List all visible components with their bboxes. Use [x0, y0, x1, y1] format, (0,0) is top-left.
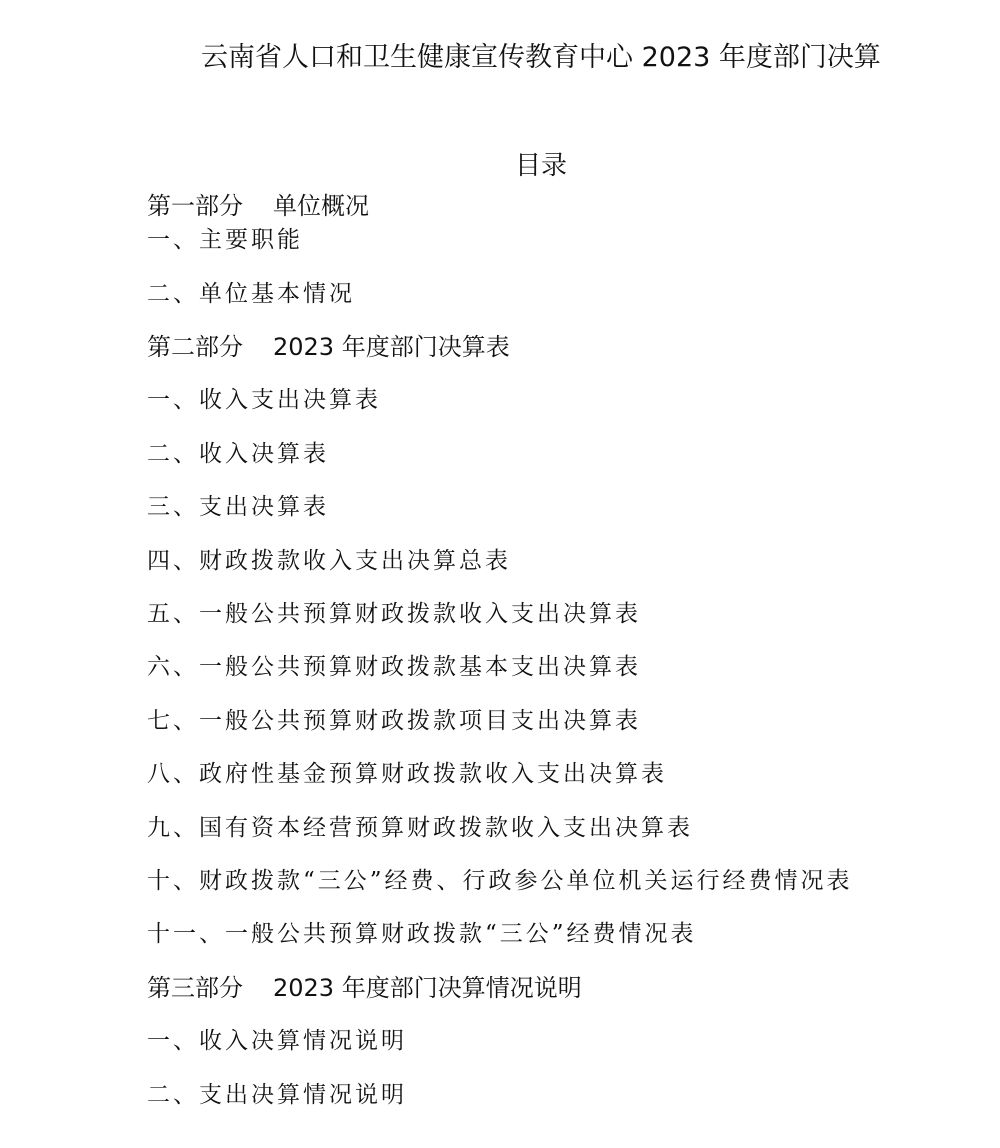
toc-item: 四、财政拨款收入支出决算总表	[147, 548, 511, 574]
toc-part-label: 第二部分	[147, 333, 243, 361]
toc-item: 三、支出决算表	[147, 494, 329, 520]
document-title: 云南省人口和卫生健康宣传教育中心 2023 年度部门决算	[201, 42, 881, 73]
toc-item: 二、单位基本情况	[147, 281, 355, 307]
toc-item: 五、一般公共预算财政拨款收入支出决算表	[147, 601, 641, 627]
toc-part-label: 第一部分	[147, 192, 243, 220]
toc-item: 二、支出决算情况说明	[147, 1082, 407, 1108]
toc-part-label: 第三部分	[147, 974, 243, 1002]
toc-item: 一、收入决算情况说明	[147, 1028, 407, 1054]
toc-item: 十一、一般公共预算财政拨款“三公”经费情况表	[147, 921, 697, 947]
toc-part-3	[147, 968, 582, 1008]
toc-item: 九、国有资本经营预算财政拨款收入支出决算表	[147, 815, 693, 841]
toc-item: 二、收入决算表	[147, 441, 329, 467]
toc-item: 一、主要职能	[147, 227, 303, 253]
toc-part-name: 单位概况	[273, 192, 369, 220]
toc-part-2	[147, 327, 510, 367]
toc-item: 七、一般公共预算财政拨款项目支出决算表	[147, 708, 641, 734]
toc-item: 十、财政拨款“三公”经费、行政参公单位机关运行经费情况表	[147, 868, 853, 894]
toc-item: 一、收入支出决算表	[147, 387, 381, 413]
toc-heading: 目录	[514, 151, 567, 181]
toc-part-name: 2023 年度部门决算表	[273, 333, 510, 361]
toc-part-name: 2023 年度部门决算情况说明	[273, 974, 582, 1002]
toc-item: 八、政府性基金预算财政拨款收入支出决算表	[147, 761, 667, 787]
toc-item: 六、一般公共预算财政拨款基本支出决算表	[147, 654, 641, 680]
